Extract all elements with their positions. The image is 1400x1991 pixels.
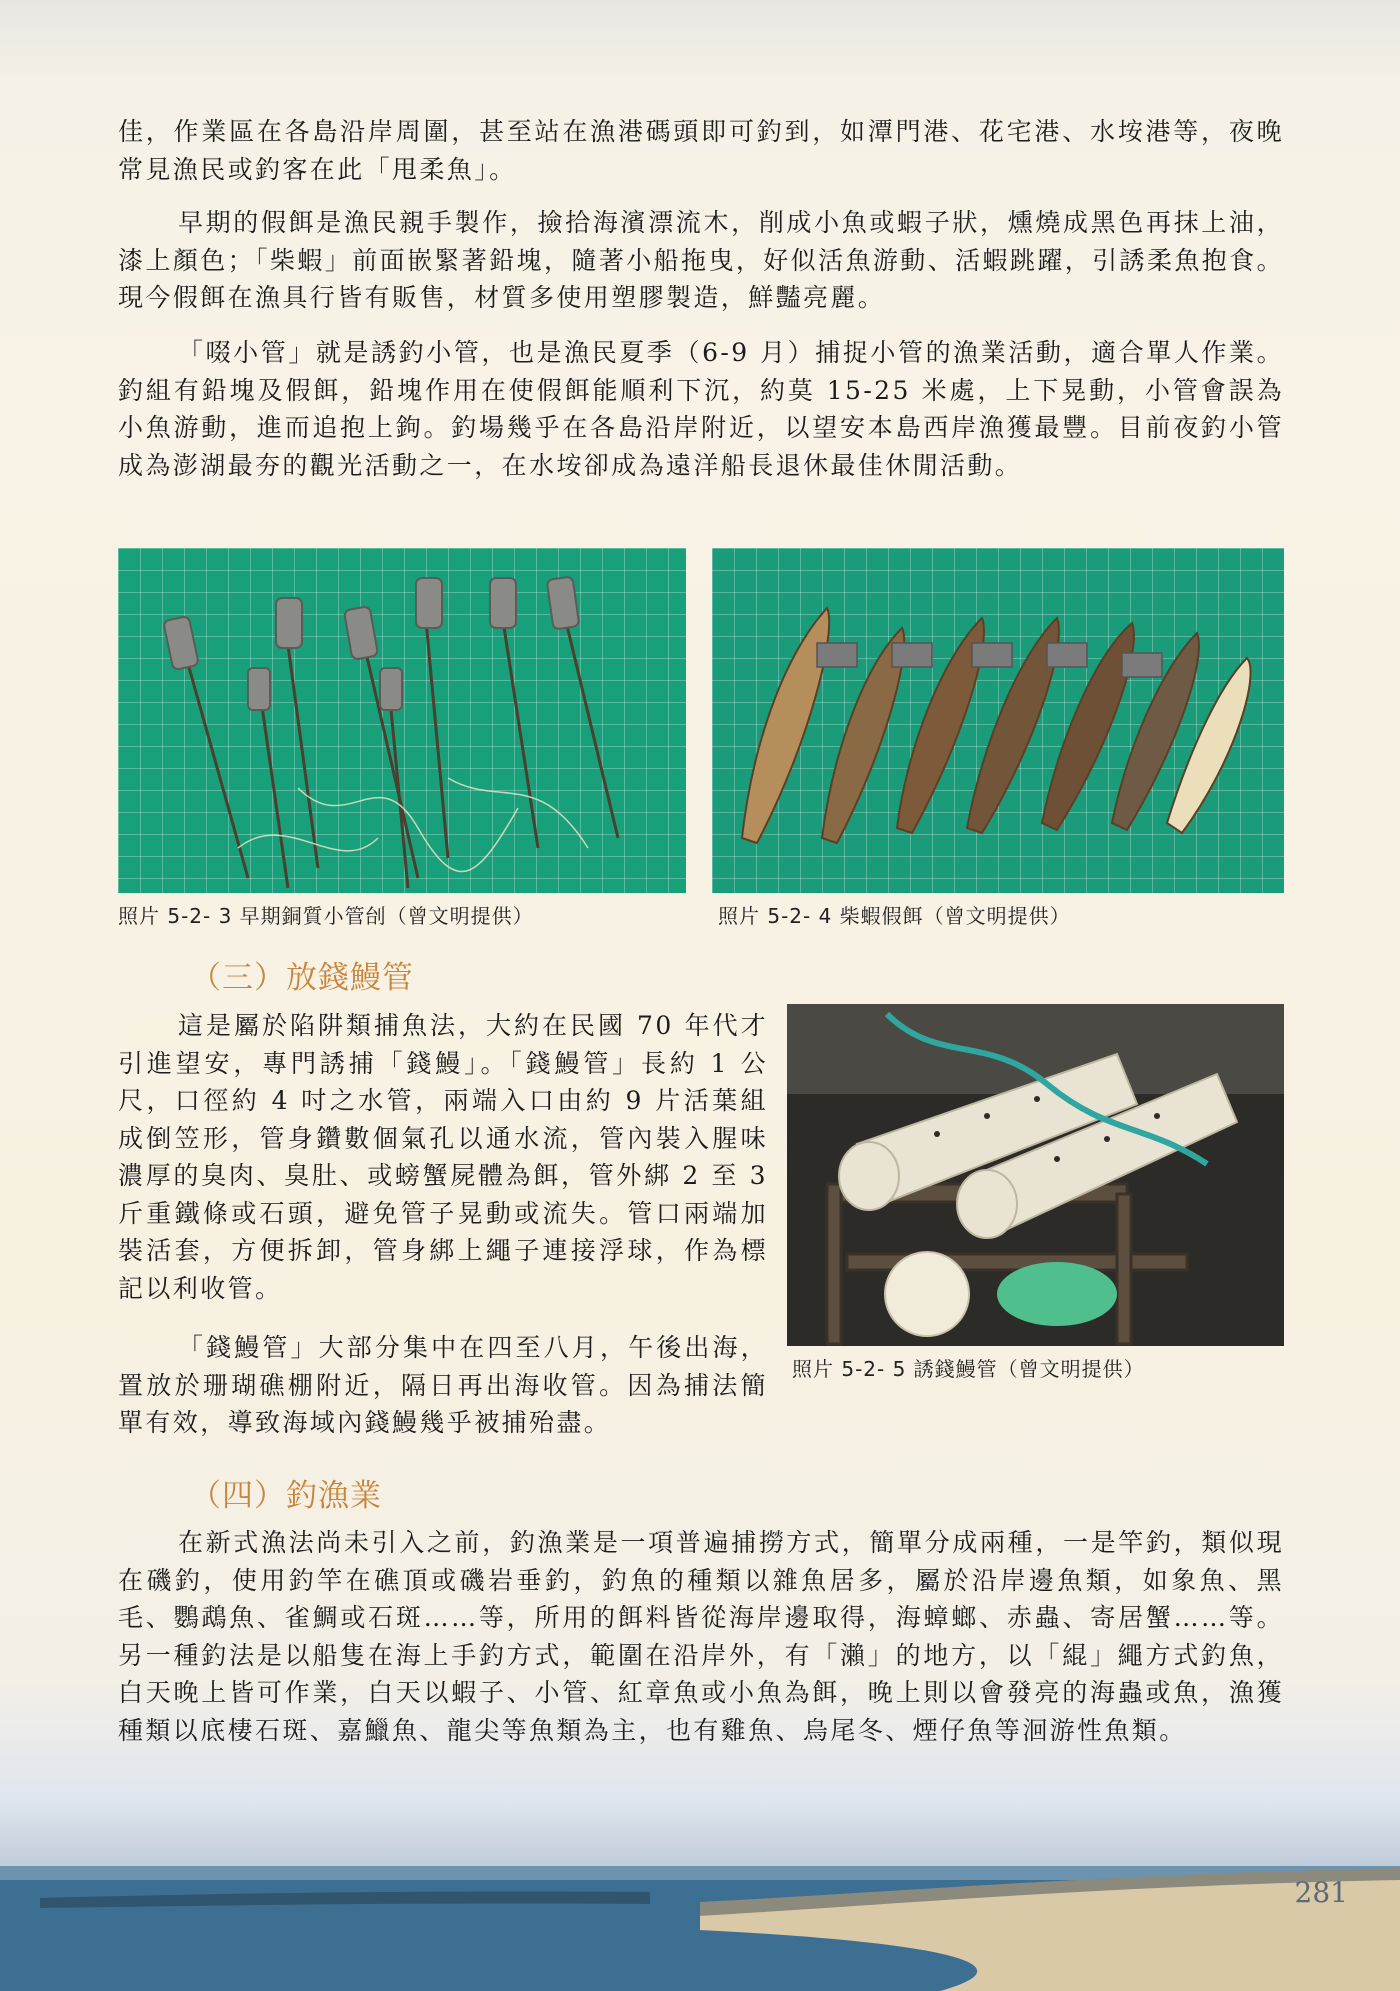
photo1-caption: 照片 5-2- 3 早期銅質小管刣（曾文明提供） xyxy=(118,904,534,928)
copper-jig-illustration xyxy=(118,548,686,893)
photo-wooden-shrimp-lures xyxy=(712,548,1284,893)
paragraph-eel-trap-season: 「錢鰻管」大部分集中在四至八月，午後出海，置放於珊瑚礁棚附近，隔日再出海收管。因為捕法簡單有效，導致海域內錢鰻幾乎被捕殆盡。 xyxy=(118,1333,768,1437)
paragraph-squid-jigging: 「啜小管」就是誘釣小管，也是漁民夏季（6-9 月）捕捉小管的漁業活動，適合單人作業。釣組有鉛塊及假餌，鉛塊作用在使假餌能順利下沉，約莫 15-25 米處，上下晃動，小管會誤為小魚游動，進而追抱上鉤。釣場幾乎在各島沿岸附近，以望安本島西岸漁獲最豐。目前夜釣小管成為澎湖最夯的觀光活動之一，在水垵卻成為遠洋船長退休最佳休閒活動。 xyxy=(118,338,1284,480)
paragraph-intro-continuation: 佳，作業區在各島沿岸周圍，甚至站在漁港碼頭即可釣到，如潭門港、花宅港、水垵港等，夜晚常見漁民或釣客在此「甩柔魚」。 xyxy=(118,117,1284,184)
paragraph-eel-trap: 這是屬於陷阱類捕魚法，大約在民國 70 年代才引進望安，專門誘捕「錢鰻」。「錢鰻管」長約 1 公尺，口徑約 4 吋之水管，兩端入口由約 9 片活葉組成倒笠形，管身鑽數個氣孔以通水流，管內裝入腥味濃厚的臭肉、臭肚、或螃蟹屍體為餌，管外綁 2 至 3 斤重鐵條或石頭，避免管子晃動或流失。管口兩端加裝活套，方便拆卸，管身綁上繩子連接浮球，作為標記以利收管。 xyxy=(118,1011,768,1303)
photo-copper-squid-jigs xyxy=(118,548,686,893)
section4-heading: （四）釣漁業 xyxy=(190,1478,382,1514)
photo3-caption: 照片 5-2- 5 誘錢鰻管（曾文明提供） xyxy=(792,1357,1145,1381)
eel-trap-illustration xyxy=(787,1004,1284,1346)
photo-eel-trap-pipes xyxy=(787,1004,1284,1346)
section3-heading: （三）放錢鰻管 xyxy=(190,960,414,996)
page-number: 281 xyxy=(1294,1876,1348,1909)
paragraph-early-lures: 早期的假餌是漁民親手製作，撿拾海濱漂流木，削成小魚或蝦子狀，燻燒成黑色再抹上油，漆上顏色；「柴蝦」前面嵌緊著鉛塊，隨著小船拖曳，好似活魚游動、活蝦跳躍，引誘柔魚抱食。現今假餌在漁具行皆有販售，材質多使用塑膠製造，鮮豔亮麗。 xyxy=(118,208,1284,312)
paragraph-line-fishing: 在新式漁法尚未引入之前，釣漁業是一項普遍捕撈方式，簡單分成兩種，一是竿釣，類似現在磯釣，使用釣竿在礁頂或磯岩垂釣，釣魚的種類以雜魚居多，屬於沿岸邊魚類，如象魚、黑毛、鸚鵡魚、雀鯛或石斑……等，所用的餌料皆從海岸邊取得，海蟑螂、赤蟲、寄居蟹……等。另一種釣法是以船隻在海上手釣方式，範圍在沿岸外，有「瀨」的地方，以「緄」繩方式釣魚，白天晚上皆可作業，白天以蝦子、小管、紅章魚或小魚為餌，晚上則以會發亮的海蟲或魚，漁獲種類以底棲石斑、嘉鱲魚、龍尖等魚類為主，也有雞魚、烏尾冬、煙仔魚等洄游性魚類。 xyxy=(118,1528,1284,1745)
photo2-caption: 照片 5-2- 4 柴蝦假餌（曾文明提供） xyxy=(718,904,1071,928)
coastline-decoration xyxy=(0,1840,1400,1991)
shrimp-lure-illustration xyxy=(712,548,1284,893)
